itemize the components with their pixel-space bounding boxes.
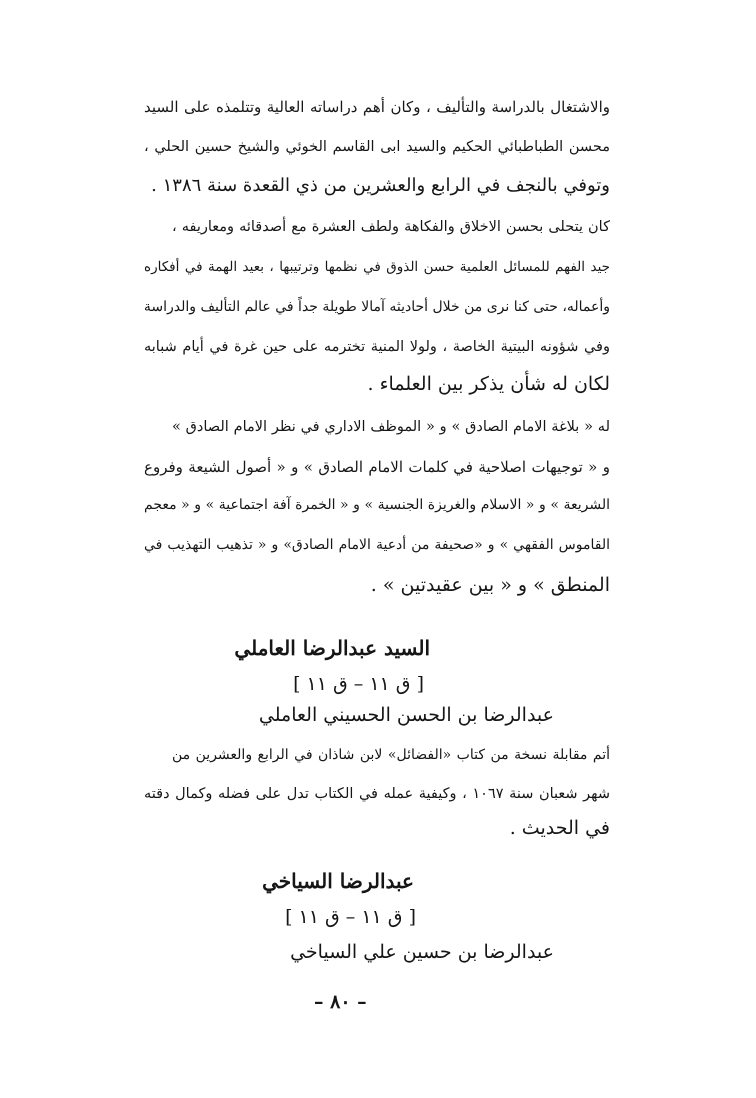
entry-1-line-1: أتم مقابلة نسخة من كتاب «الفضائل» لابن شاذان في الرابع والعشرين من xyxy=(172,747,610,763)
entry-1-full-name: عبدالرضا بن الحسن الحسيني العاملي xyxy=(258,704,554,726)
paragraph-2-line-5: لكان له شأن يذكر بين العلماء . xyxy=(367,373,610,395)
paragraph-2-line-3: وأعماله، حتى كنا نرى من خلال أحاديثه آمالا طويلة جداً في عالم التأليف والدراسة xyxy=(143,299,610,315)
entry-1-heading: السيد عبدالرضا العاملي xyxy=(234,636,430,660)
paragraph-3-line-3: الشريعة » و « الاسلام والغريزة الجنسية » و « الخمرة آفة اجتماعية » و « معجم xyxy=(144,497,610,513)
page-number: – ٨٠ – xyxy=(314,991,367,1013)
paragraph-2-line-4: وفي شؤونه البيتية الخاصة ، ولولا المنية تخترمه على حين غرة في أيام شبابه xyxy=(144,339,610,355)
paragraph-1-line-2: محسن الطباطبائي الحكيم والسيد ابى القاسم الخوئي والشيخ حسين الحلي ، xyxy=(144,139,610,155)
entry-2-century: [ ق ١١ – ق ١١ ] xyxy=(285,906,416,928)
entry-1-line-3: في الحديث . xyxy=(509,817,610,839)
entry-2-heading: عبدالرضا السياخي xyxy=(262,869,414,893)
paragraph-1-line-3: وتوفي بالنجف في الرابع والعشرين من ذي القعدة سنة ١٣٨٦ . xyxy=(151,175,610,196)
paragraph-3-line-2: و « توجيهات اصلاحية في كلمات الامام الصادق » و « أصول الشيعة وفروع xyxy=(144,458,610,476)
entry-2-full-name: عبدالرضا بن حسين علي السياخي xyxy=(290,941,554,963)
paragraph-3-line-4: القاموس الفقهي » و «صحيفة من أدعية الامام الصادق» و « تذهيب التهذيب في xyxy=(144,537,610,553)
paragraph-2-line-1: كان يتحلى بحسن الاخلاق والفكاهة ولطف العشرة مع أصدقائه ومعاريفه ، xyxy=(172,219,610,235)
entry-1-century: [ ق ١١ – ق ١١ ] xyxy=(293,673,424,695)
entry-1-line-2: شهر شعبان سنة ١٠٦٧ ، وكيفية عمله في الكتاب تدل على فضله وكمال دقته xyxy=(144,786,610,802)
paragraph-3-line-5: المنطق » و « بين عقيدتين » . xyxy=(370,574,610,596)
paragraph-1-line-1: والاشتغال بالدراسة والتأليف ، وكان أهم دراساته العالية وتتلمذه على السيد xyxy=(144,98,610,116)
paragraph-3-line-1: له « بلاغة الامام الصادق » و « الموظف الاداري في نظر الامام الصادق » xyxy=(172,419,610,435)
paragraph-2-line-2: جيد الفهم للمسائل العلمية حسن الذوق في نظمها وترتيبها ، بعيد الهمة في أفكاره xyxy=(144,259,610,275)
